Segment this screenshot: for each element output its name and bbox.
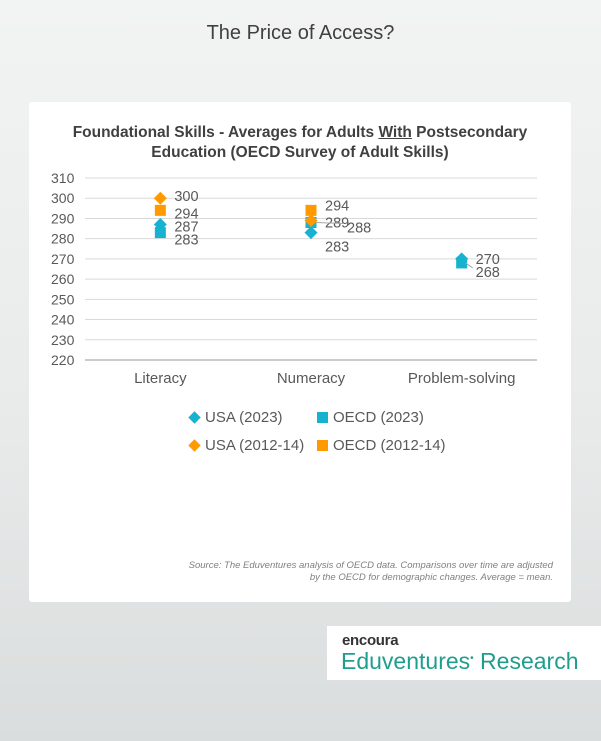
data-label: 283 [325, 239, 350, 256]
legend-item-usa-2012 [189, 437, 304, 454]
data-label: 288 [347, 220, 372, 237]
x-tick-label: Problem-solving [407, 370, 516, 387]
marker-square [155, 205, 166, 216]
y-tick-label: 230 [51, 331, 75, 348]
x-tick-label: Numeracy [276, 370, 346, 387]
y-tick-label: 260 [51, 271, 75, 288]
logo-brand: encoura [342, 632, 399, 649]
marker-square [306, 205, 317, 216]
chart-title-part1: Foundational Skills - Averages for Adults [72, 124, 379, 141]
scatter-plot [29, 102, 571, 402]
legend-swatch-oecd-2012 [317, 440, 328, 451]
y-tick-label: 280 [51, 230, 75, 247]
legend-label-oecd-2023: OECD (2023) [333, 409, 424, 426]
source-line1: Source: The Eduventures analysis of OECD data. Comparisons over time are adjusted [188, 560, 553, 571]
data-label: 294 [325, 198, 350, 215]
source-note [133, 560, 553, 584]
y-tick-label: 290 [51, 210, 75, 227]
source-line2: by the OECD for demographic changes. Average = mean. [309, 572, 553, 583]
data-label: 294 [174, 206, 199, 223]
logo-name-suffix: Research [480, 648, 579, 674]
logo-name-main: Eduventures [341, 648, 471, 674]
legend-label-usa-2023: USA (2023) [205, 409, 283, 426]
y-tick-label: 250 [51, 291, 75, 308]
data-label: 289 [325, 215, 350, 232]
y-tick-label: 300 [51, 190, 75, 207]
data-label: 300 [174, 189, 199, 206]
chart-title-part2: Postsecondary [411, 124, 528, 141]
chart-title-line2: Education (OECD Survey of Adult Skills) [151, 144, 449, 161]
legend-swatch-usa-2023 [188, 411, 200, 423]
page-title: The Price of Access? [206, 22, 395, 44]
y-tick-label: 220 [51, 352, 75, 368]
legend-label-oecd-2012: OECD (2012-14) [333, 437, 446, 454]
eduventures-logo [327, 626, 601, 680]
x-tick-label: Literacy [134, 370, 187, 387]
marker-square [456, 257, 467, 268]
y-tick-label: 240 [51, 311, 75, 328]
legend-label-usa-2012: USA (2012-14) [205, 437, 305, 454]
y-tick-label: 310 [51, 170, 75, 186]
data-label: 287 [174, 219, 199, 236]
legend-item-oecd-2023 [317, 409, 424, 426]
logo-name: Eduventures• Research [341, 648, 579, 674]
legend-item-usa-2023 [189, 409, 283, 426]
data-label: 283 [174, 232, 199, 249]
marker-diamond [305, 226, 318, 239]
legend-item-oecd-2012 [317, 437, 446, 454]
chart-title-underline: With [378, 124, 412, 141]
y-tick-label: 270 [51, 250, 75, 267]
legend-swatch-oecd-2023 [317, 412, 328, 423]
legend-swatch-usa-2012 [188, 439, 200, 451]
data-label: 268 [475, 264, 500, 281]
marker-diamond [154, 192, 167, 205]
marker-square [155, 227, 166, 238]
data-label: 270 [475, 251, 500, 268]
chart-card [29, 102, 571, 602]
